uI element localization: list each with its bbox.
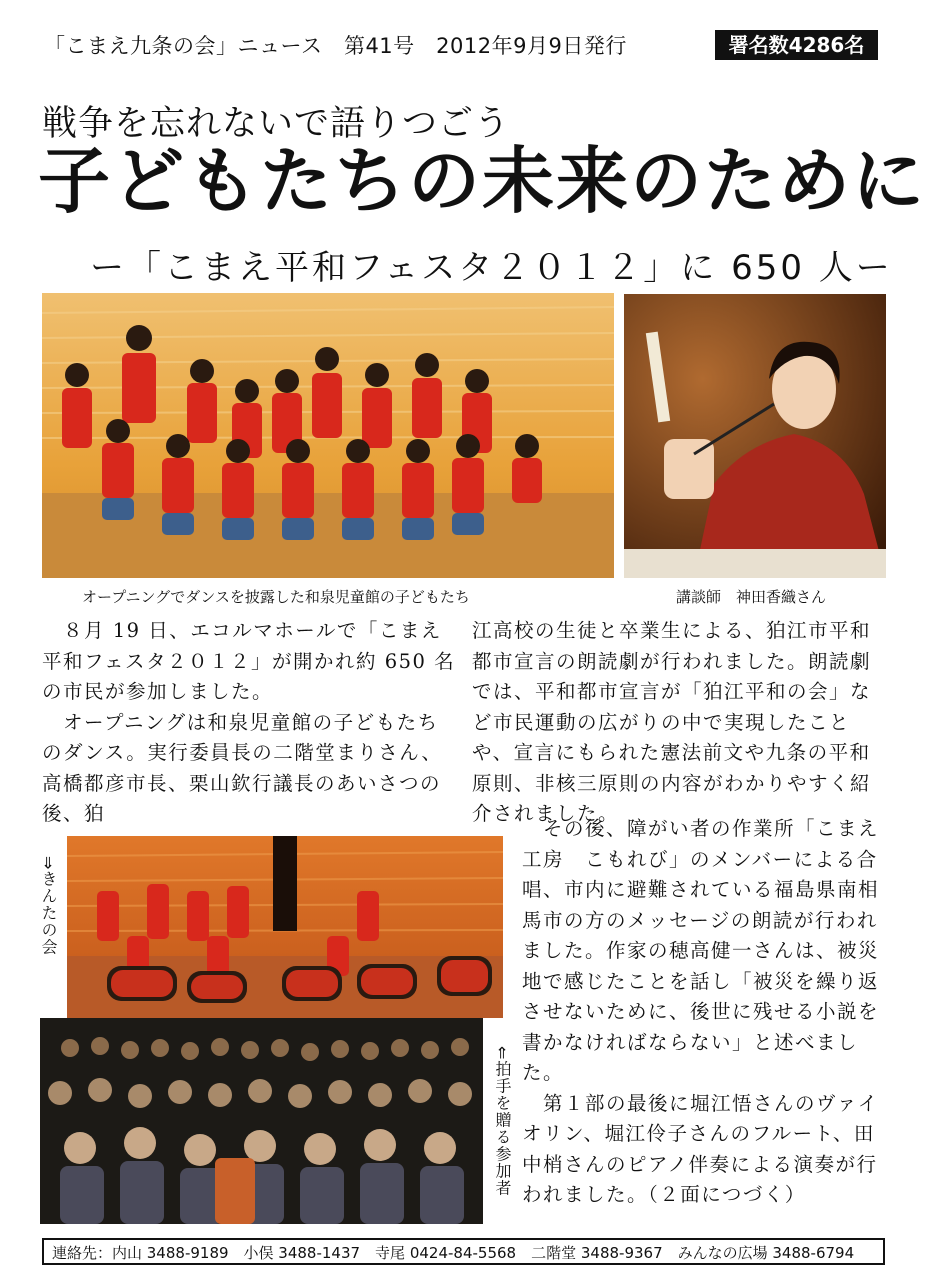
children-dance-photo bbox=[42, 293, 614, 578]
newsletter-issue-line: 「こまえ九条の会」ニュース 第41号 2012年9月9日発行 bbox=[44, 34, 627, 58]
article-column-right-bottom bbox=[522, 814, 884, 1211]
signature-count-badge: 署名数4286名 bbox=[715, 30, 878, 60]
headline-subtitle: 戦争を忘れないで語りつごう bbox=[42, 104, 511, 144]
storyteller-photo bbox=[624, 294, 886, 578]
storyteller-caption: 講談師 神田香織さん bbox=[676, 588, 827, 606]
article-paragraph: オープニングは和泉児童館の子どもたちのダンス。実行委員長の二階堂まりさん、高橋都彦市長、栗山欽行議長のあいさつの後、狛 bbox=[42, 710, 443, 825]
headline-tagline: ー「こまえ平和フェスタ２０１２」に 650 人ー bbox=[90, 248, 893, 288]
article-paragraph: ８月 19 日、エコルマホールで「こまえ平和フェスタ２０１２」が開かれ約 650 名の市民が参加しました。 bbox=[42, 619, 456, 703]
kinta-caption: ⇒きんたの会 bbox=[39, 856, 58, 956]
article-paragraph: 江高校の生徒と卒業生による、狛江市平和都市宣言の朗読劇が行われました。朗読劇では、平和都市宣言が「狛江平和の会」など市民運動の広がりの中で実現したことや、宣言にもられた憲法前文や九条の平和原則、非核三原則の内容がわかりやすく紹介されました。 bbox=[472, 619, 872, 825]
article-column-left bbox=[42, 616, 456, 830]
article-column-right-top bbox=[472, 616, 886, 830]
article-paragraph: その後、障がい者の作業所「こまえ工房 こもれび」のメンバーによる合唱、市内に避難されている福島県南相馬市の方のメッセージの朗読が行われました。作家の穂高健一さんは、被災地で感じたことを話し「被災を繰り返させないために、後世に残せる小説を書かなければならない」と述べました。 bbox=[522, 817, 880, 1084]
article-paragraph: 第１部の最後に堀江悟さんのヴァイオリン、堀江伶子さんのフルート、田中梢さんのピアノ伴奏による演奏が行われました。（２面につづく） bbox=[522, 1091, 879, 1206]
headline-title: 子どもたちの未来のために bbox=[38, 139, 927, 223]
audience-caption: ⇐拍手を贈る参加者 bbox=[493, 1046, 512, 1197]
contact-footer: 連絡先：内山 3488-9189 小俣 3488-1437 寺尾 0424-84-5568 二階堂 3488-9367 みんなの広場 3488-6794 bbox=[42, 1238, 885, 1265]
kinta-drum-photo bbox=[67, 836, 503, 1018]
audience-photo bbox=[40, 1018, 483, 1224]
children-dance-caption: オープニングでダンスを披露した和泉児童館の子どもたち bbox=[82, 588, 470, 606]
